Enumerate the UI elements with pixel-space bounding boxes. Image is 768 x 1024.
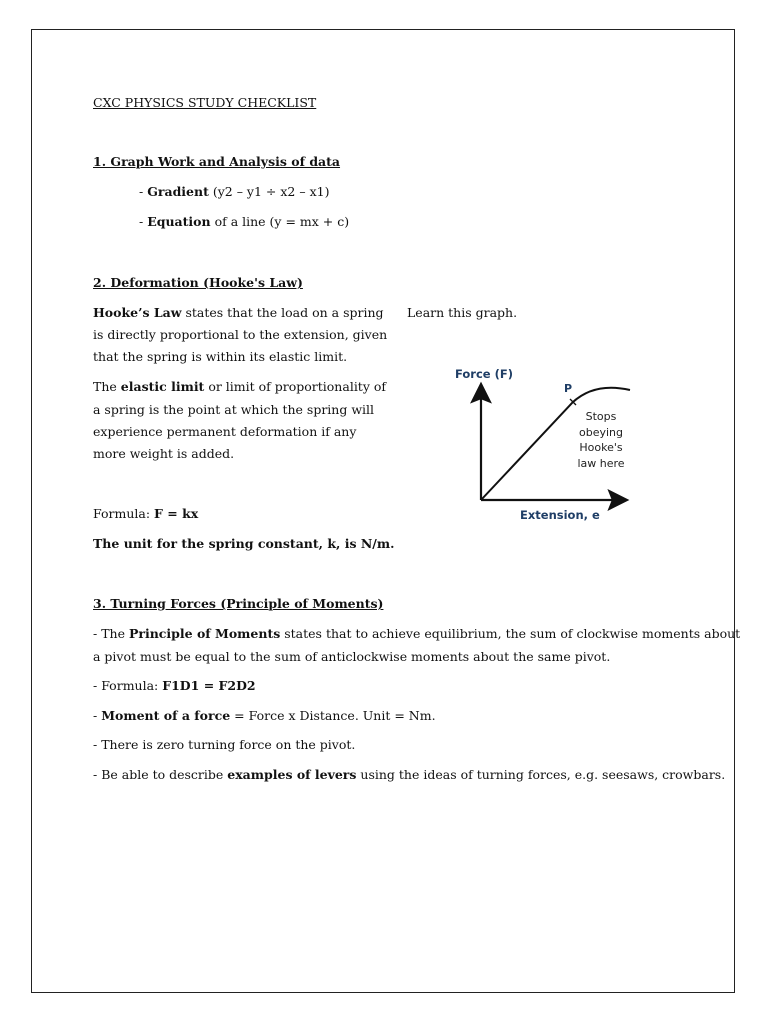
limit-point-label: P [564,382,573,395]
x-axis-label: Extension, e [520,508,600,522]
elastic-limit-line-1 [93,379,386,395]
levers-text: using the ideas of turning forces, e.g. seesaws, crowbars. [356,767,726,782]
gradient-item [139,184,329,200]
moments-text-1: states that to achieve equilibrium, the sum of clockwise moments about [280,626,741,641]
learn-graph-note: Learn this graph. [407,305,518,320]
moment-of-force-dash: - [93,708,102,723]
moment-of-force-text: = Force x Distance. Unit = Nm. [230,708,436,723]
graph-note-line-3: Hooke's [579,441,623,454]
moment-of-force-term: Moment of a force [101,708,231,723]
hookes-law-line-1 [93,305,384,321]
elastic-limit-term: elastic limit [120,379,205,394]
hooke-formula-expression: F = kx [154,506,199,521]
moments-formula-label: - Formula: [93,678,163,693]
pivot-line: - There is zero turning force on the pivot. [93,737,356,752]
levers-line [93,767,725,783]
hookes-law-term: Hooke’s Law [93,305,182,320]
gradient-formula: (y2 – y1 ÷ x2 – x1) [208,184,330,199]
elastic-limit-text-1: or limit of proportionality of [204,379,387,394]
hookes-law-graph [445,360,645,530]
elastic-limit-pre: The [93,379,121,394]
gradient-dash: - [139,184,148,199]
gradient-term: Gradient [147,184,209,199]
moment-of-force-line [93,708,436,724]
elastic-limit-line-3: experience permanent deformation if any [93,424,357,439]
hookes-law-line-3: that the spring is within its elastic limit. [93,349,348,364]
graph-note-line-4: law here [577,457,625,470]
equation-item [139,214,349,230]
graph-note-line-2: obeying [579,426,623,439]
graph-note-line-1: Stops [585,410,617,423]
y-axis-label: Force (F) [455,367,513,381]
levers-pre: - Be able to describe [93,767,228,782]
spring-constant-unit: The unit for the spring constant, k, is N/m. [93,536,395,551]
section-1-heading: 1. Graph Work and Analysis of data [93,154,341,169]
hookes-law-line-2: is directly proportional to the extension, given [93,327,388,342]
section-2-heading: 2. Deformation (Hooke's Law) [93,275,303,290]
hooke-formula-label: Formula: [93,506,155,521]
elastic-limit-line-4: more weight is added. [93,446,235,461]
equation-term: Equation [147,214,211,229]
moments-line-2: a pivot must be equal to the sum of anticlockwise moments about the same pivot. [93,649,611,664]
hookes-law-text-1: states that the load on a spring [181,305,384,320]
moments-term: Principle of Moments [128,626,281,641]
elastic-limit-line-2: a spring is the point at which the spring will [93,402,375,417]
equation-formula: of a line (y = mx + c) [210,214,350,229]
limit-point-marker [570,399,576,405]
moments-formula [93,678,256,694]
equation-dash: - [139,214,148,229]
section-3-heading: 3. Turning Forces (Principle of Moments) [93,596,384,611]
levers-term: examples of levers [227,767,357,782]
moments-pre: - The [93,626,129,641]
document-title: CXC PHYSICS STUDY CHECKLIST [93,95,317,110]
moments-line-1 [93,626,740,642]
moments-formula-expression: F1D1 = F2D2 [162,678,256,693]
hooke-formula [93,506,198,522]
